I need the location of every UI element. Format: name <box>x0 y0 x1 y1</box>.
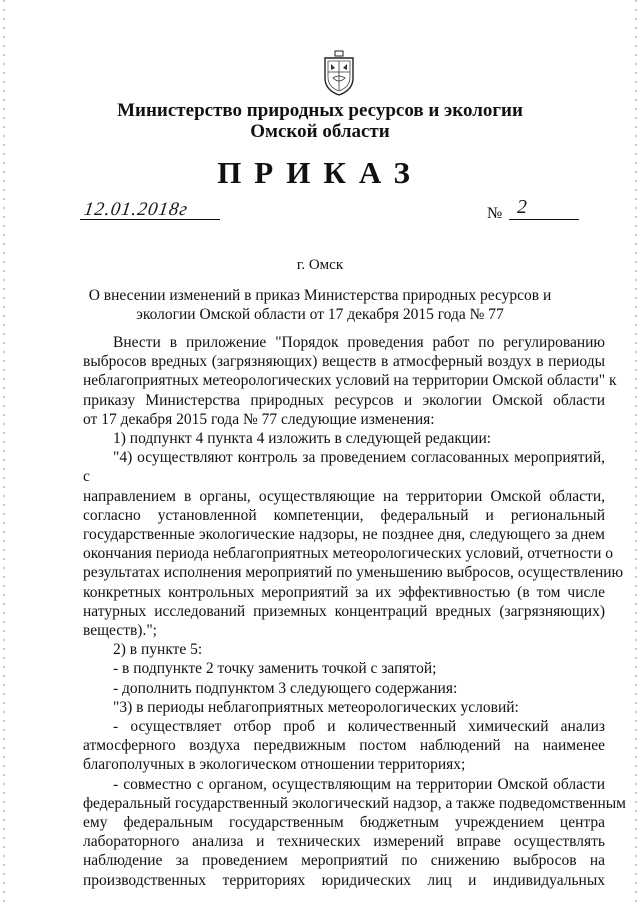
body-line: атмосферного воздуха передвижным постом наблюдений на наименее <box>83 737 605 755</box>
body-line: "4) осуществляют контроль за проведением согласованных мероприятий, с <box>83 449 605 486</box>
body-line: ему федеральным государственным бюджетным учреждением центра <box>83 814 605 832</box>
body-line: лабораторного анализа и технических измерений вправе осуществлять <box>83 833 605 851</box>
ministry-name-line2: Омской области <box>250 121 390 142</box>
coat-of-arms-icon <box>321 50 357 96</box>
order-date-handwritten: 12.01.2018г <box>82 199 190 220</box>
ministry-name-line1: Министерство природных ресурсов и экологии <box>117 100 523 121</box>
body-line: - дополнить подпунктом 3 следующего содержания: <box>113 679 458 697</box>
body-line: направлением в органы, осуществляющие на территории Омской области, <box>83 487 605 505</box>
order-subject <box>0 286 640 324</box>
body-line: приказу Министерства природных ресурсов и экологии Омской области <box>83 391 605 409</box>
body-line: натурных исследований приземных концентраций вредных (загрязняющих) <box>83 602 605 620</box>
body-line: Внести в приложение "Порядок проведения работ по регулированию <box>113 334 605 351</box>
number-underline <box>509 219 579 220</box>
body-line: окончания периода неблагоприятных метеорологических условий, отчетности о <box>83 545 614 563</box>
body-line: благополучных в экологическом отношении территориях; <box>83 756 466 774</box>
city: г. Омск <box>296 257 344 273</box>
date-underline <box>80 219 220 220</box>
order-number-handwritten: 2 <box>517 196 527 218</box>
subject-line: О внесении изменений в приказ Министерства природных ресурсов и <box>88 287 552 304</box>
body-line: конкретных контрольных мероприятий за их эффективностью (в том числе <box>83 583 605 601</box>
body-line: государственные экологические надзоры, не позднее дня, следующего за днем <box>83 526 605 544</box>
body-line: от 17 декабря 2015 года № 77 следующие изменения: <box>83 410 435 428</box>
body-line: федеральный государственный экологический надзор, а также подведомственным <box>83 794 626 812</box>
body-line: веществ)."; <box>83 622 157 640</box>
document-type-title: ПРИКАЗ <box>217 155 423 190</box>
body-line: выбросов вредных (загрязняющих) веществ в атмосферный воздух в периоды <box>83 353 605 371</box>
body-line: наблюдение за проведением мероприятий по снижению выбросов на <box>83 852 605 870</box>
body-line: 1) подпункт 4 пункта 4 изложить в следующей редакции: <box>113 430 492 448</box>
body-line: 2) в пункте 5: <box>113 641 203 659</box>
body-line: согласно установленной компетенции, федеральный и региональный <box>83 506 605 524</box>
body-line: неблагоприятных метеорологических условий на территории Омской области" к <box>83 372 617 390</box>
order-body <box>83 333 626 890</box>
body-line: результатах исполнения мероприятий по уменьшению выбросов, осуществлению <box>83 564 624 582</box>
number-label: № <box>487 205 503 222</box>
body-line: "3) в периоды неблагоприятных метеорологических условий: <box>113 698 519 716</box>
body-line: - осуществляет отбор проб и количественный химический анализ <box>113 718 605 736</box>
body-line: - совместно с органом, осуществляющим на территории Омской области <box>113 775 605 793</box>
body-line: - в подпункте 2 точку заменить точкой с запятой; <box>113 660 437 678</box>
body-line: производственных территориях юридических лиц и индивидуальных <box>83 871 605 889</box>
subject-line: экологии Омской области от 17 декабря 2015 года № 77 <box>136 306 504 323</box>
